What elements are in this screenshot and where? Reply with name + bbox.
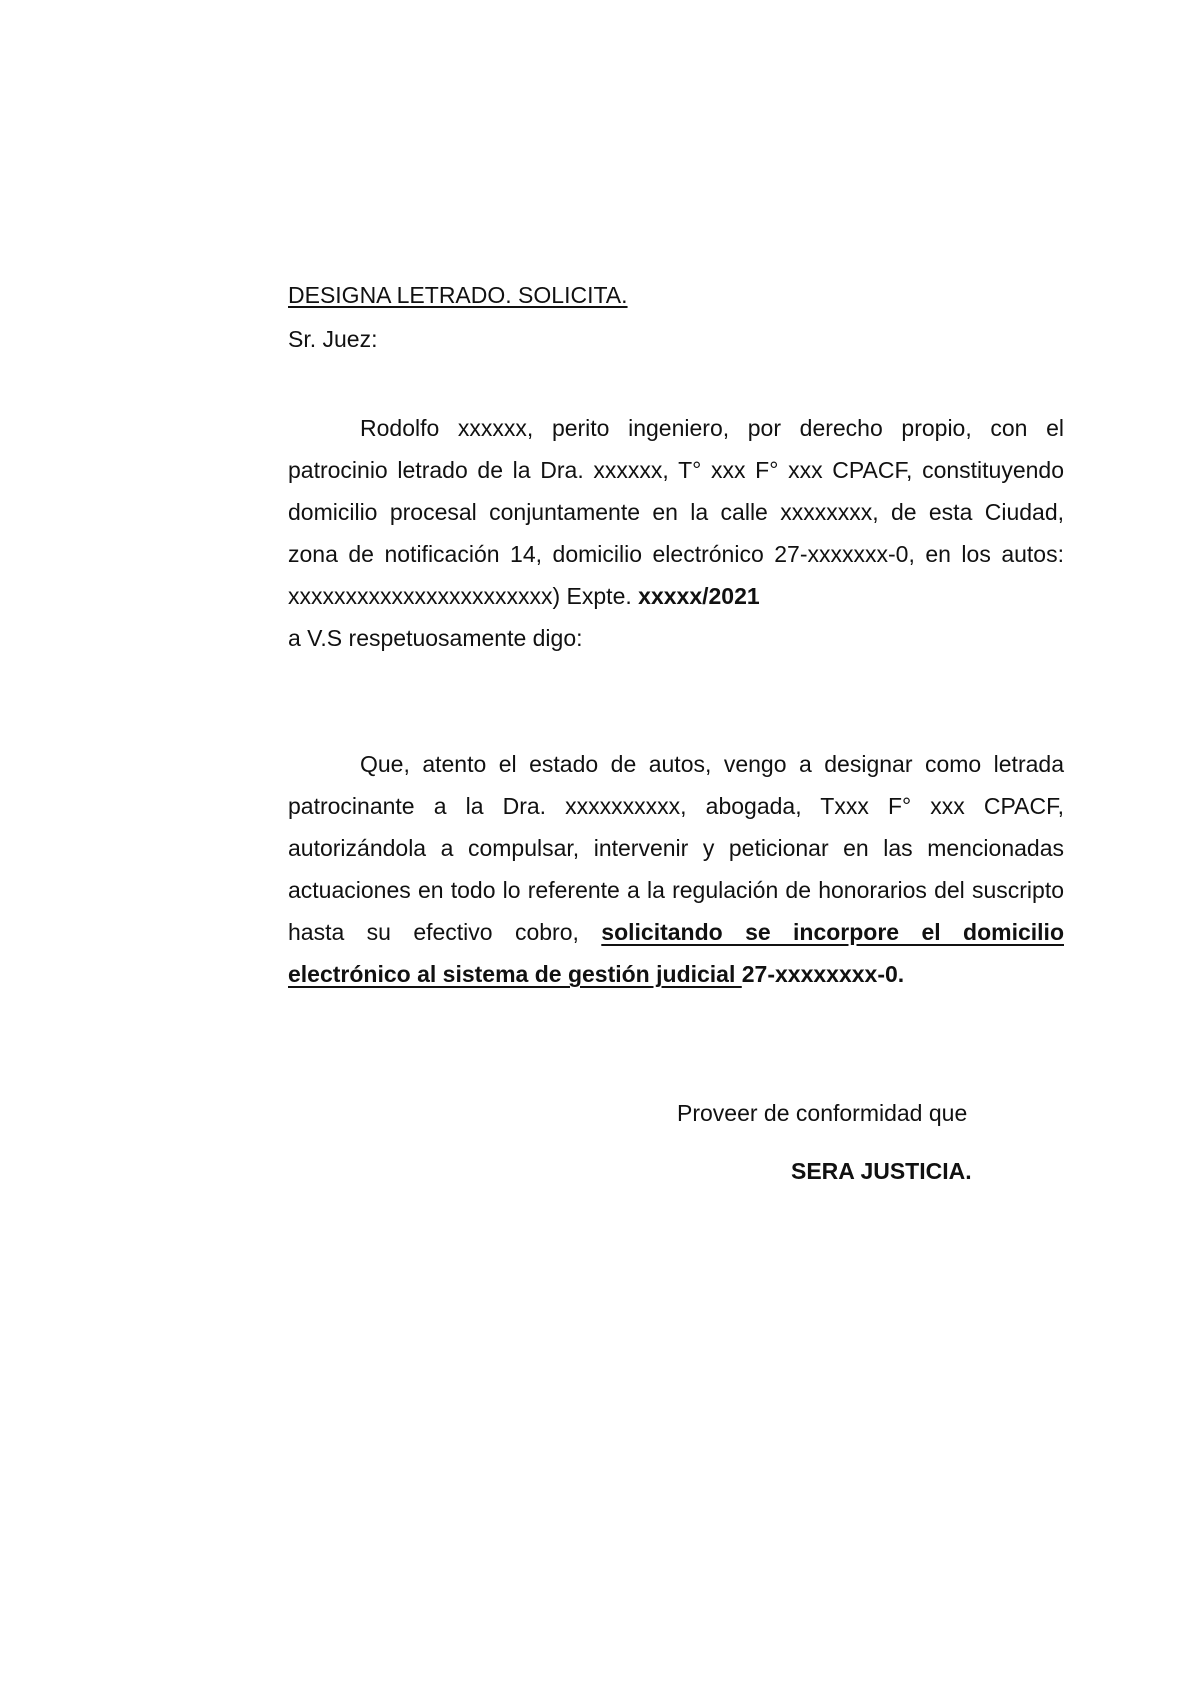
designation-domicile-number: 27-xxxxxxxx-0. (741, 961, 905, 987)
designation-emphasis: solicitando se incorpore el domicilio electrónico al sistema de gestión judicial (288, 919, 1064, 987)
intro-text: Rodolfo xxxxxx, perito ingeniero, por derecho propio, con el patrocinio letrado de la Dra. xxxxxx, T° xxx F° xxx CPACF, constituyendo domicilio procesal conjuntamente en la calle xxxxxxxx, de esta Ciudad, zona de notificación 14, domicilio electrónico 27-xxxxxxx-0, en los autos: xxxxxxxxxxxxxxxxxxxxxxx) Expte. (288, 415, 1064, 609)
closing-justice: SERA JUSTICIA. (791, 1158, 972, 1184)
salutation: Sr. Juez: (288, 326, 378, 352)
paragraph-introduction (288, 407, 1064, 659)
expte-number: xxxxx/2021 (638, 583, 760, 609)
paragraph-introduction-text (288, 407, 1064, 659)
intro-tail: a V.S respetuosamente digo: (288, 625, 583, 651)
document-title: DESIGNA LETRADO. SOLICITA. (288, 282, 628, 308)
designation-text: Que, atento el estado de autos, vengo a designar como letrada patrocinante a la Dra. xxxxxxxxxx, abogada, Txxx F° xxx CPACF, autorizándola a compulsar, intervenir y peticionar en las mencionadas actuaciones en todo lo referente a la regulación de honorarios del suscripto hasta su efectivo cobro, (288, 751, 1064, 945)
paragraph-designation (288, 743, 1064, 995)
closing-request: Proveer de conformidad que (677, 1100, 968, 1126)
paragraph-designation-text (288, 743, 1064, 995)
